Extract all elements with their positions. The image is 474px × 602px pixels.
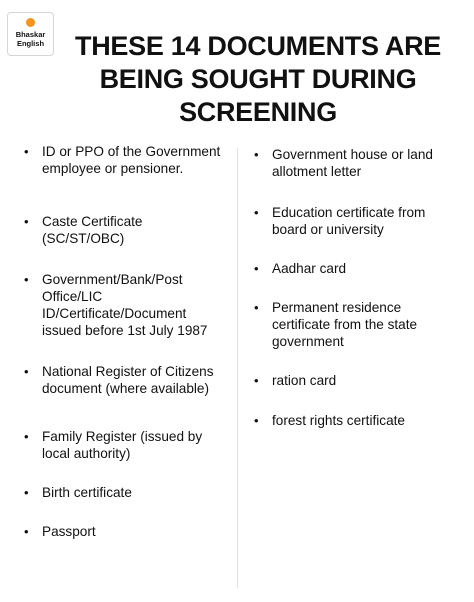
page-title [58,30,458,129]
list-item: • ration card [250,372,455,389]
logo-line-1: Bhaskar [15,30,46,39]
logo-sun-icon [26,18,35,27]
list-item: • Passport [20,523,225,540]
list-item: • Birth certificate [20,484,225,501]
list-item: • National Register of Citizens document (where available) [20,363,225,397]
list-item: • Caste Certificate (SC/ST/OBC) [20,213,225,247]
list-item: • Aadhar card [250,260,455,277]
left-document-list [20,143,225,540]
title-line-2: BEING SOUGHT DURING [99,64,417,94]
logo-text [16,30,46,48]
list-item: • ID or PPO of the Government employee or pensioner. [20,143,225,177]
column-divider [237,148,238,588]
bhaskar-english-logo [7,12,54,56]
right-document-list [250,146,455,429]
list-item: • Permanent residence certificate from the state government [250,299,455,350]
list-item: • forest rights certificate [250,412,455,429]
title-line-1: THESE 14 DOCUMENTS ARE [75,31,441,61]
list-item: • Education certificate from board or university [250,204,455,238]
list-item: • Government/Bank/Post Office/LIC ID/Certificate/Document issued before 1st July 1987 [20,271,225,339]
list-item: • Government house or land allotment letter [250,146,455,180]
list-item: • Family Register (issued by local authority) [20,428,225,462]
title-line-3: SCREENING [179,97,337,127]
logo-line-2: English [16,39,45,48]
